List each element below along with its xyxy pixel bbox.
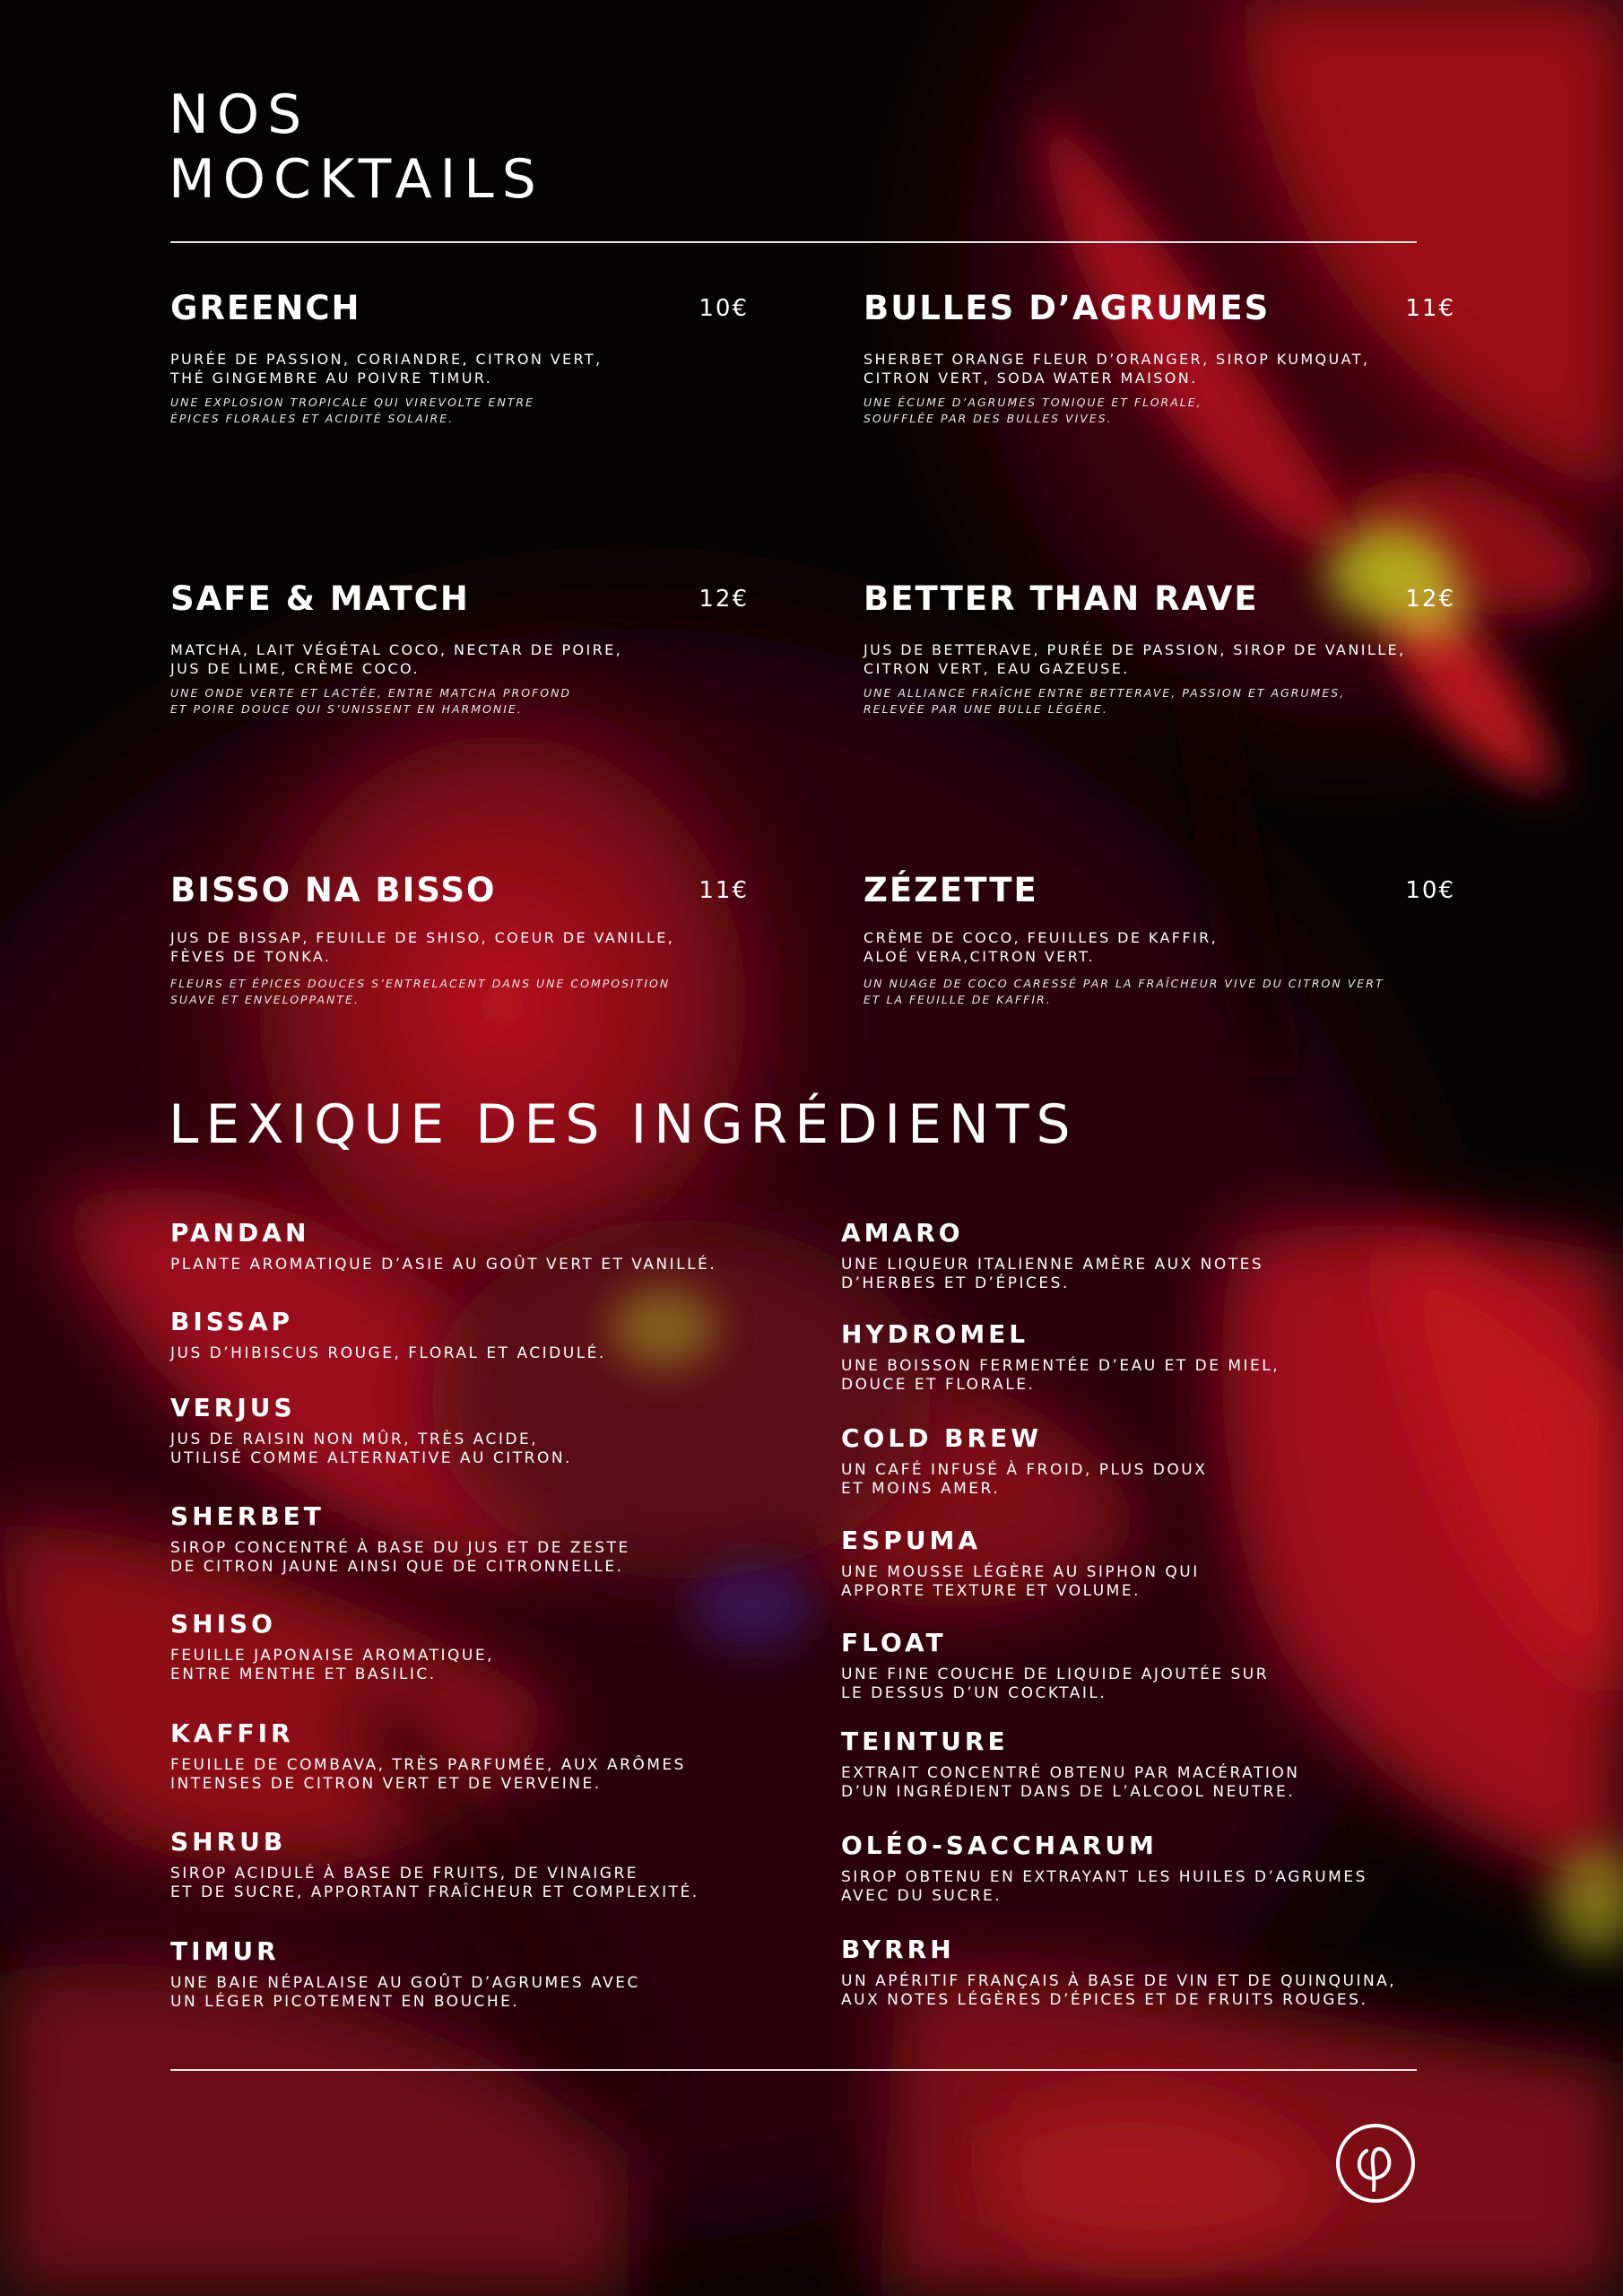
mocktail-price: 11€	[699, 877, 749, 904]
mocktail-price: 11€	[1405, 295, 1455, 322]
lexique-title: LEXIQUE DES INGRÉDIENTS	[169, 1093, 1078, 1156]
lex-kaffir	[170, 1718, 816, 1794]
lex-definition	[170, 1756, 816, 1794]
mocktail-description	[864, 685, 1455, 718]
definition-line: LE DESSUS D’UN COCKTAIL.	[841, 1684, 1107, 1702]
description-line: UNE ÉCUME D’AGRUMES TONIQUE ET FLORALE,	[864, 396, 1202, 409]
lex-definition	[170, 1865, 816, 1902]
mocktail-price: 10€	[699, 295, 749, 322]
definition-line: UNE MOUSSE LÉGÈRE AU SIPHON QUI	[841, 1563, 1200, 1581]
lex-definition	[841, 1868, 1487, 1906]
mocktail-name: GREENCH	[170, 289, 361, 327]
description-line: UNE ONDE VERTE ET LACTÉE, ENTRE MATCHA PROFOND	[170, 686, 572, 700]
lex-definition	[170, 1647, 816, 1684]
mocktail-ingredients	[170, 350, 762, 387]
mocktail-name: BETTER THAN RAVE	[864, 579, 1259, 618]
lex-definition	[841, 1972, 1487, 2010]
definition-line: DE CITRON JAUNE AINSI QUE DE CITRONNELLE.	[170, 1558, 624, 1576]
lex-definition	[841, 1764, 1487, 1802]
lex-definition	[841, 1256, 1487, 1293]
circled-phi-logo-icon	[1334, 2122, 1417, 2205]
lex-term: OLÉO-SACCHARUM	[841, 1831, 1158, 1860]
definition-line: APPORTE TEXTURE ET VOLUME.	[841, 1582, 1141, 1600]
mocktail-ingredients	[864, 350, 1455, 387]
definition-line: PLANTE AROMATIQUE D’ASIE AU GOÛT VERT ET VANILLÉ.	[170, 1256, 717, 1274]
ingredients-line: MATCHA, LAIT VÉGÉTAL COCO, NECTAR DE POIRE,	[170, 641, 623, 658]
lex-term: TEINTURE	[841, 1726, 1009, 1756]
lex-timur	[170, 1936, 816, 2012]
description-line: UN NUAGE DE COCO CARESSÉ PAR LA FRAÎCHEUR VIVE DU CITRON VERT	[864, 977, 1384, 990]
page-title	[169, 83, 544, 212]
description-line: UNE ALLIANCE FRAÎCHE ENTRE BETTERAVE, PASSION ET AGRUMES,	[864, 686, 1346, 700]
lex-cold-brew	[841, 1423, 1487, 1499]
definition-line: UN APÉRITIF FRANÇAIS À BASE DE VIN ET DE QUINQUINA,	[841, 1972, 1397, 1990]
ingredients-line: JUS DE BETTERAVE, PURÉE DE PASSION, SIROP DE VANILLE,	[864, 641, 1406, 658]
lex-espuma	[841, 1526, 1487, 1601]
description-line: UNE EXPLOSION TROPICALE QUI VIREVOLTE ENTRE	[170, 396, 535, 409]
lex-hydromel	[841, 1319, 1487, 1395]
mocktail-ingredients	[864, 640, 1455, 678]
lex-term: PANDAN	[170, 1218, 310, 1248]
lex-definition	[841, 1461, 1487, 1499]
lex-amaro	[841, 1218, 1487, 1293]
lex-definition	[841, 1563, 1487, 1601]
ingredients-line: CRÈME DE COCO, FEUILLES DE KAFFIR,	[864, 929, 1219, 946]
lex-definition	[170, 1256, 816, 1274]
lex-oleo-saccharum	[841, 1831, 1487, 1906]
mocktail-description	[864, 395, 1455, 427]
lex-shrub	[170, 1827, 816, 1902]
definition-line: SIROP OBTENU EN EXTRAYANT LES HUILES D’AGRUMES	[841, 1868, 1367, 1886]
bottom-divider	[170, 2069, 1417, 2071]
lex-term: VERJUS	[170, 1393, 296, 1422]
mocktail-description	[170, 685, 762, 718]
lex-definition	[170, 1344, 816, 1363]
ingredients-line: ALOÉ VERA,CITRON VERT.	[864, 948, 1095, 965]
definition-line: ET DE SUCRE, APPORTANT FRAÎCHEUR ET COMPLEXITÉ.	[170, 1883, 699, 1901]
definition-line: SIROP CONCENTRÉ À BASE DU JUS ET DE ZESTE	[170, 1539, 630, 1557]
mocktail-description	[864, 976, 1455, 1008]
ingredients-line: JUS DE BISSAP, FEUILLE DE SHISO, COEUR DE VANILLE,	[170, 929, 675, 946]
mocktail-name: SAFE & MATCH	[170, 579, 470, 618]
mocktail-name: BULLES D’AGRUMES	[864, 289, 1271, 327]
lex-term: KAFFIR	[170, 1718, 294, 1748]
definition-line: UNE FINE COUCHE DE LIQUIDE AJOUTÉE SUR	[841, 1665, 1270, 1683]
title-line-1: NOS	[169, 83, 310, 146]
title-line-2: MOCKTAILS	[169, 148, 544, 211]
description-line: ÉPICES FLORALES ET ACIDITÉ SOLAIRE.	[170, 412, 455, 425]
definition-line: ET MOINS AMER.	[841, 1480, 1001, 1498]
lex-definition	[170, 1974, 816, 2012]
description-line: ET LA FEUILLE DE KAFFIR.	[864, 993, 1052, 1006]
definition-line: SIROP ACIDULÉ À BASE DE FRUITS, DE VINAIGRE	[170, 1865, 639, 1883]
ingredients-line: SHERBET ORANGE FLEUR D’ORANGER, SIROP KUMQUAT,	[864, 351, 1370, 368]
definition-line: UNE BOISSON FERMENTÉE D’EAU ET DE MIEL,	[841, 1357, 1280, 1375]
definition-line: D’HERBES ET D’ÉPICES.	[841, 1274, 1070, 1292]
mocktail-ingredients	[170, 928, 762, 966]
description-line: FLEURS ET ÉPICES DOUCES S’ENTRELACENT DANS UNE COMPOSITION	[170, 977, 671, 990]
lex-teinture	[841, 1726, 1487, 1802]
lex-sherbet	[170, 1501, 816, 1577]
lex-term: TIMUR	[170, 1936, 280, 1966]
description-line: RELEVÉE PAR UNE BULLE LÉGÈRE.	[864, 702, 1108, 716]
definition-line: JUS DE RAISIN NON MÛR, TRÈS ACIDE,	[170, 1431, 539, 1448]
lex-term: BYRRH	[841, 1935, 955, 1964]
lex-definition	[170, 1539, 816, 1577]
ingredients-line: THÉ GINGEMBRE AU POIVRE TIMUR.	[170, 370, 493, 387]
mocktail-description	[170, 976, 762, 1008]
definition-line: ENTRE MENTHE ET BASILIC.	[170, 1665, 437, 1683]
definition-line: UN LÉGER PICOTEMENT EN BOUCHE.	[170, 1993, 520, 2011]
mocktail-price: 12€	[1405, 586, 1455, 613]
definition-line: UN CAFÉ INFUSÉ À FROID, PLUS DOUX	[841, 1461, 1208, 1479]
lex-term: FLOAT	[841, 1628, 947, 1657]
definition-line: JUS D’HIBISCUS ROUGE, FLORAL ET ACIDULÉ.	[170, 1344, 606, 1362]
lex-definition	[841, 1357, 1487, 1395]
definition-line: FEUILLE JAPONAISE AROMATIQUE,	[170, 1647, 495, 1665]
mocktail-description	[170, 395, 762, 427]
ingredients-line: CITRON VERT, EAU GAZEUSE.	[864, 660, 1130, 677]
definition-line: UTILISÉ COMME ALTERNATIVE AU CITRON.	[170, 1449, 572, 1467]
lex-term: SHERBET	[170, 1501, 325, 1531]
ingredients-line: CITRON VERT, SODA WATER MAISON.	[864, 370, 1198, 387]
ingredients-line: PURÉE DE PASSION, CORIANDRE, CITRON VERT,	[170, 351, 603, 368]
mocktail-price: 10€	[1405, 877, 1455, 904]
definition-line: FEUILLE DE COMBAVA, TRÈS PARFUMÉE, AUX ARÔMES	[170, 1756, 686, 1774]
definition-line: AVEC DU SUCRE.	[841, 1887, 1002, 1905]
lex-term: SHRUB	[170, 1827, 287, 1857]
lex-definition	[170, 1431, 816, 1468]
definition-line: EXTRAIT CONCENTRÉ OBTENU PAR MACÉRATION	[841, 1764, 1300, 1782]
description-line: ET POIRE DOUCE QUI S’UNISSENT EN HARMONIE.	[170, 702, 523, 716]
definition-line: INTENSES DE CITRON VERT ET DE VERVEINE.	[170, 1775, 602, 1793]
ingredients-line: FÈVES DE TONKA.	[170, 948, 332, 965]
mocktail-ingredients	[170, 640, 762, 678]
lex-shiso	[170, 1609, 816, 1684]
lex-term: ESPUMA	[841, 1526, 982, 1555]
mocktail-price: 12€	[699, 586, 749, 613]
description-line: SOUFFLÉE PAR DES BULLES VIVES.	[864, 412, 1113, 425]
mocktail-ingredients	[864, 928, 1455, 966]
definition-line: UNE LIQUEUR ITALIENNE AMÈRE AUX NOTES	[841, 1256, 1264, 1274]
description-line: SUAVE ET ENVELOPPANTE.	[170, 993, 360, 1006]
lex-term: BISSAP	[170, 1307, 294, 1336]
lex-bissap	[170, 1307, 816, 1363]
lex-verjus	[170, 1393, 816, 1468]
lex-pandan	[170, 1218, 816, 1274]
lex-term: AMARO	[841, 1218, 964, 1248]
definition-line: AUX NOTES LÉGÈRES D’ÉPICES ET DE FRUITS ROUGES.	[841, 1991, 1368, 2009]
lex-term: HYDROMEL	[841, 1319, 1029, 1349]
definition-line: UNE BAIE NÉPALAISE AU GOÛT D’AGRUMES AVEC	[170, 1974, 640, 1992]
lex-float	[841, 1628, 1487, 1703]
ingredients-line: JUS DE LIME, CRÈME COCO.	[170, 660, 420, 677]
top-divider	[170, 241, 1417, 243]
definition-line: D’UN INGRÉDIENT DANS DE L’ALCOOL NEUTRE.	[841, 1783, 1296, 1801]
lex-term: SHISO	[170, 1609, 276, 1639]
lex-definition	[841, 1665, 1487, 1703]
mocktail-name: BISSO NA BISSO	[170, 871, 497, 909]
lex-term: COLD BREW	[841, 1423, 1043, 1453]
definition-line: DOUCE ET FLORALE.	[841, 1376, 1036, 1394]
lex-byrrh	[841, 1935, 1487, 2010]
mocktail-name: ZÉZETTE	[864, 871, 1038, 909]
